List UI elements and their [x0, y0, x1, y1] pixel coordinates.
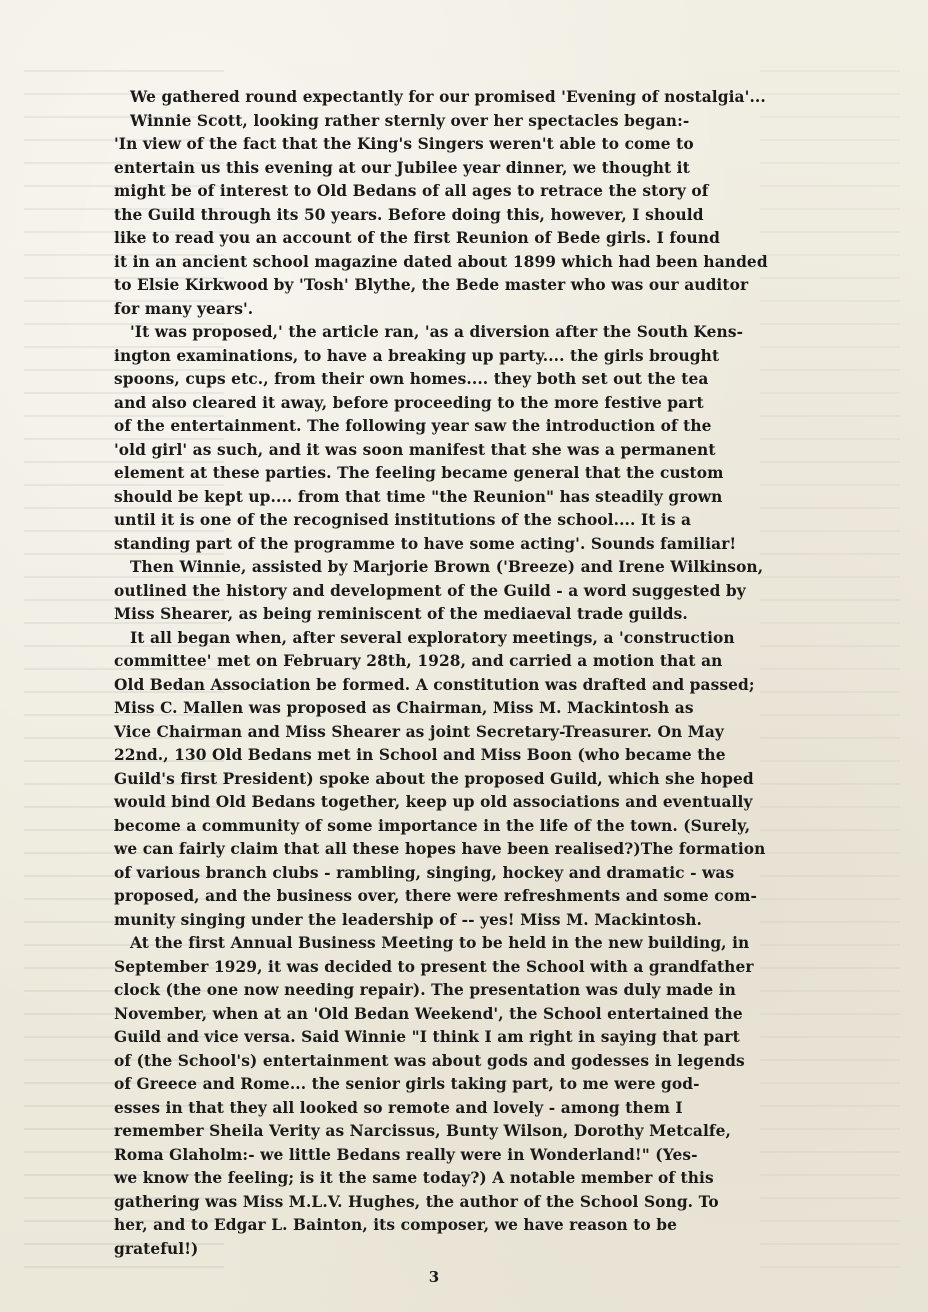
- text-line: might be of interest to Old Bedans of all ages to retrace the story of: [114, 182, 709, 200]
- text-line: Miss C. Mallen was proposed as Chairman, Miss M. Mackintosh as: [114, 699, 694, 717]
- text-line: 'In view of the fact that the King's Singers weren't able to come to: [114, 135, 694, 153]
- text-line: remember Sheila Verity as Narcissus, Bunty Wilson, Dorothy Metcalfe,: [114, 1122, 731, 1140]
- text-line: Guild and vice versa. Said Winnie "I think I am right in saying that part: [114, 1028, 740, 1046]
- text-line: of Greece and Rome... the senior girls taking part, to me were god-: [114, 1075, 700, 1093]
- text-line: of the entertainment. The following year saw the introduction of the: [114, 417, 712, 435]
- text-line: Guild's first President) spoke about the proposed Guild, which she hoped: [114, 769, 754, 788]
- text-line: Miss Shearer, as being reminiscent of the mediaeval trade guilds.: [114, 605, 688, 623]
- text-line: We gathered round expectantly for our promised 'Evening of nostalgia'...: [130, 88, 766, 106]
- text-line: of various branch clubs - rambling, singing, hockey and dramatic - was: [114, 863, 735, 882]
- text-line: to Elsie Kirkwood by 'Tosh' Blythe, the Bede master who was our auditor: [114, 276, 749, 294]
- text-line: November, when at an 'Old Bedan Weekend', the School entertained the: [114, 1004, 743, 1023]
- text-line: 'old girl' as such, and it was soon manifest that she was a permanent: [114, 440, 716, 459]
- text-line: It all began when, after several exploratory meetings, a 'construction: [130, 628, 735, 647]
- text-line: September 1929, it was decided to present the School with a grandfather: [114, 957, 754, 976]
- text-line: committee' met on February 28th, 1928, and carried a motion that an: [114, 652, 723, 670]
- text-line: spoons, cups etc., from their own homes.... they both set out the tea: [114, 370, 709, 388]
- text-line: munity singing under the leadership of -- yes! Miss M. Mackintosh.: [114, 910, 702, 929]
- text-line: the Guild through its 50 years. Before doing this, however, I should: [114, 205, 704, 224]
- text-line: proposed, and the business over, there were refreshments and some com-: [114, 887, 757, 905]
- text-line: Old Bedan Association be formed. A constitution was drafted and passed;: [114, 675, 755, 694]
- text-line: 'It was proposed,' the article ran, 'as a diversion after the South Kens-: [130, 323, 744, 341]
- text-line: should be kept up.... from that time "the Reunion" has steadily grown: [114, 487, 723, 506]
- text-line: Then Winnie, assisted by Marjorie Brown ('Breeze) and Irene Wilkinson,: [130, 558, 764, 576]
- text-line: for many years'.: [114, 299, 254, 318]
- text-line: until it is one of the recognised institutions of the school.... It is a: [114, 511, 692, 529]
- text-line: her, and to Edgar L. Bainton, its composer, we have reason to be: [114, 1216, 678, 1234]
- text-line: standing part of the programme to have some acting'. Sounds familiar!: [114, 534, 737, 553]
- text-line: and also cleared it away, before proceeding to the more festive part: [114, 393, 704, 412]
- text-line: element at these parties. The feeling became general that the custom: [114, 464, 724, 482]
- text-line: Roma Glaholm:- we little Bedans really were in Wonderland!" (Yes-: [114, 1145, 698, 1164]
- text-line: would bind Old Bedans together, keep up old associations and eventually: [114, 793, 753, 811]
- text-line: outlined the history and development of the Guild - a word suggested by: [114, 581, 746, 600]
- article-body: [114, 86, 834, 1261]
- text-line: clock (the one now needing repair). The presentation was duly made in: [114, 981, 736, 999]
- text-line: entertain us this evening at our Jubilee year dinner, we thought it: [114, 158, 690, 177]
- text-line: ington examinations, to have a breaking up party.... the girls brought: [114, 346, 720, 365]
- page-number: 3: [428, 1268, 440, 1286]
- text-line: esses in that they all looked so remote and lovely - among them I: [114, 1098, 683, 1117]
- text-line: it in an ancient school magazine dated about 1899 which had been handed: [114, 252, 768, 271]
- text-line: of (the School's) entertainment was about gods and godesses in legends: [114, 1051, 745, 1070]
- text-line: Winnie Scott, looking rather sternly over her spectacles began:-: [130, 111, 690, 130]
- text-line: grateful!): [114, 1239, 199, 1258]
- text-line: At the first Annual Business Meeting to be held in the new building, in: [130, 934, 750, 952]
- text-line: we know the feeling; is it the same today?) A notable member of this: [114, 1169, 714, 1187]
- text-line: Vice Chairman and Miss Shearer as joint Secretary-Treasurer. On May: [114, 722, 724, 741]
- text-line: 22nd., 130 Old Bedans met in School and Miss Boon (who became the: [114, 746, 726, 764]
- text-line: we can fairly claim that all these hopes have been realised?)The formation: [114, 840, 766, 858]
- text-line: become a community of some importance in the life of the town. (Surely,: [114, 816, 751, 835]
- text-line: like to read you an account of the first Reunion of Bede girls. I found: [114, 229, 720, 247]
- text-line: gathering was Miss M.L.V. Hughes, the author of the School Song. To: [114, 1192, 719, 1211]
